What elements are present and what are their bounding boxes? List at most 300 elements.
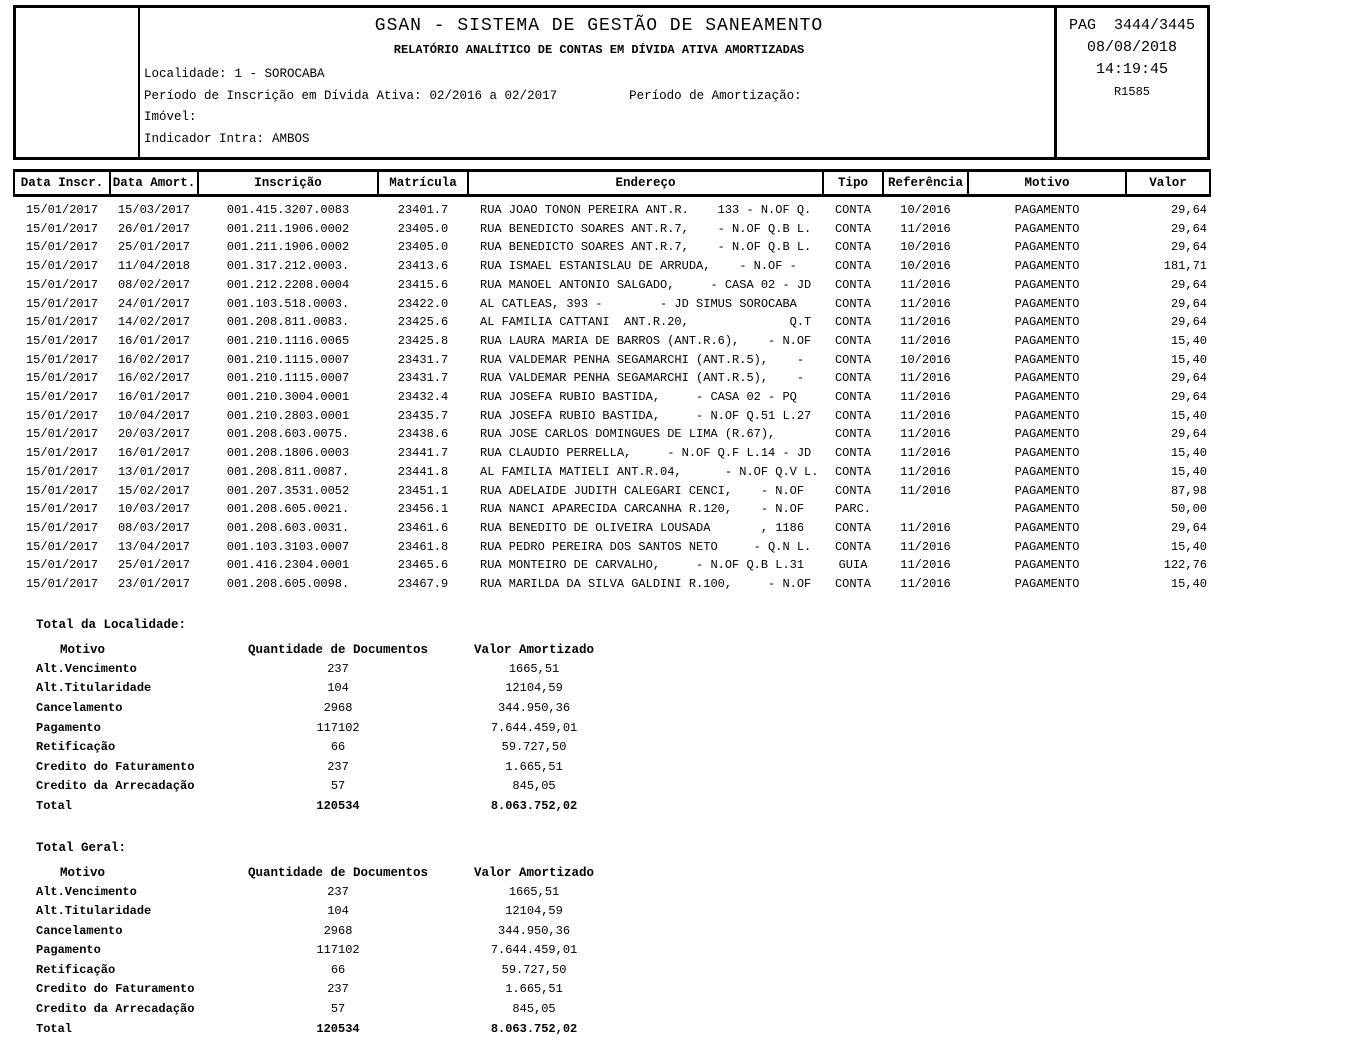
cell-motivo: PAGAMENTO [1014,502,1080,517]
cell-motivo: PAGAMENTO [1014,427,1080,442]
cell-data-inscr: 15/01/2017 [25,296,98,311]
cell-matricula: 23405.0 [397,221,449,236]
table-row [14,369,1210,388]
table-row [14,238,1210,257]
totals-geral-section [36,840,1366,1040]
table-row [14,220,1210,239]
cell-inscricao: 001.210.3004.0001 [226,390,350,405]
cell-inscricao: 001.210.1115.0007 [226,371,350,386]
table-row [14,295,1210,314]
cell-referencia: 11/2016 [900,221,951,236]
total-valor: 8.063.752,02 [490,1021,578,1036]
logo-area [16,8,140,157]
cell-tipo: CONTA [834,446,871,461]
cell-endereco: RUA MARILDA DA SILVA GALDINI R.100, - N.OF [480,577,812,592]
filter-localidade-label: Localidade: [144,67,227,81]
cell-matricula: 23461.8 [397,539,449,554]
cell-motivo: PAGAMENTO [1014,558,1080,573]
col-header-endereco: Endereço [468,171,823,196]
filter-periodo-inscricao-value: 02/2016 a 02/2017 [429,88,558,103]
col-header-data-amort: Data Amort. [110,171,198,196]
filter-periodos [144,86,1054,108]
cell-valor: 15,40 [1170,408,1207,423]
cell-matricula: 23415.6 [397,277,449,292]
cell-referencia [883,500,968,519]
totals-motivo: Pagamento [36,720,101,735]
cell-endereco: RUA VALDEMAR PENHA SEGAMARCHI (ANT.R.5), - [480,371,805,386]
cell-valor: 29,64 [1170,203,1207,217]
totals-valor: 12104,59 [505,681,563,696]
report-header-center [140,8,1054,157]
cell-endereco: RUA LAURA MARIA DE BARROS (ANT.R.6), - N.OF [480,333,812,348]
cell-tipo: CONTA [834,520,871,535]
totals-col-motivo: Motivo [60,642,106,657]
cell-inscricao: 001.207.3531.0052 [226,483,350,498]
cell-inscricao: 001.210.1115.0007 [226,352,350,367]
cell-valor: 29,64 [1170,315,1207,330]
table-row [14,196,1210,220]
totals-row [36,883,640,903]
cell-inscricao: 001.210.1116.0065 [226,333,350,348]
cell-inscricao: 001.211.1906.0002 [226,240,350,255]
cell-endereco: RUA MONTEIRO DE CARVALHO, - N.OF Q.B L.31 [480,558,805,573]
totals-col-motivo: Motivo [60,865,106,880]
filter-periodo-amortizacao-label: Período de Amortização: [629,88,802,103]
filter-imovel [144,107,1054,129]
totals-motivo: Alt.Vencimento [36,884,137,899]
cell-tipo: CONTA [834,408,871,423]
cell-data-inscr: 15/01/2017 [25,203,98,217]
cell-referencia: 11/2016 [900,446,951,461]
cell-tipo: CONTA [834,315,871,330]
cell-tipo: CONTA [834,539,871,554]
totals-valor: 59.727,50 [501,740,567,755]
col-header-tipo: Tipo [823,171,883,196]
filter-indicador-value: AMBOS [272,131,310,146]
cell-data-amort: 16/01/2017 [117,333,190,348]
cell-inscricao: 001.208.603.0075. [226,427,350,442]
cell-motivo: PAGAMENTO [1014,352,1080,367]
cell-motivo: PAGAMENTO [1014,371,1080,386]
totals-motivo: Alt.Titularidade [36,904,152,919]
cell-valor: 15,40 [1170,352,1207,367]
cell-tipo: CONTA [834,390,871,405]
totals-row [36,758,640,778]
totals-quantidade: 237 [327,884,349,899]
table-row [14,482,1210,501]
totals-geral-title: Total Geral: [36,840,127,855]
totals-geral-total-row [36,1020,640,1040]
totals-row [36,699,640,719]
cell-motivo: PAGAMENTO [1014,333,1080,348]
cell-matricula: 23431.7 [397,352,449,367]
totals-quantidade: 237 [327,982,349,997]
cell-data-inscr: 15/01/2017 [25,408,98,423]
cell-tipo: GUIA [838,558,868,573]
cell-inscricao: 001.208.811.0083. [226,315,350,330]
cell-motivo: PAGAMENTO [1014,259,1080,274]
cell-data-inscr: 15/01/2017 [25,539,98,554]
totals-valor: 12104,59 [505,904,563,919]
cell-motivo: PAGAMENTO [1014,221,1080,236]
filter-localidade [144,64,1054,86]
cell-motivo: PAGAMENTO [1014,577,1080,592]
cell-data-amort: 10/03/2017 [117,502,190,517]
totals-quantidade: 104 [327,904,349,919]
totals-valor: 344.950,36 [498,700,571,715]
cell-data-amort: 26/01/2017 [117,221,190,236]
cell-matricula: 23438.6 [397,427,449,442]
cell-motivo: PAGAMENTO [1014,464,1080,479]
totals-valor: 344.950,36 [498,923,571,938]
cell-inscricao: 001.212.2208.0004 [226,277,350,292]
cell-matricula: 23435.7 [397,408,449,423]
totals-motivo: Credito da Arrecadação [36,779,195,794]
cell-data-inscr: 15/01/2017 [25,446,98,461]
cell-referencia: 11/2016 [900,333,951,348]
cell-endereco: RUA ISMAEL ESTANISLAU DE ARRUDA, - N.OF - [480,259,797,274]
cell-motivo: PAGAMENTO [1014,390,1080,405]
filter-localidade-value: 1 - SOROCABA [234,67,325,81]
table-row [14,519,1210,538]
cell-inscricao: 001.415.3207.0083 [226,203,350,217]
cell-matricula: 23465.6 [397,558,449,573]
totals-row [36,980,640,1000]
cell-data-amort: 14/02/2017 [117,315,190,330]
cell-data-amort: 13/04/2017 [117,539,190,554]
report-date: 08/08/2018 [1086,39,1177,56]
cell-referencia: 11/2016 [900,315,951,330]
total-quantidade: 120534 [316,798,360,813]
table-row [14,388,1210,407]
table-row [14,444,1210,463]
cell-data-amort: 08/03/2017 [117,520,190,535]
table-row [14,313,1210,332]
totals-row [36,660,640,680]
cell-motivo: PAGAMENTO [1014,296,1080,311]
cell-valor: 29,64 [1170,277,1207,292]
total-valor: 8.063.752,02 [490,798,578,813]
cell-tipo: CONTA [834,371,871,386]
table-header-row [14,171,1210,196]
report-title: GSAN - SISTEMA DE GESTÃO DE SANEAMENTO [374,16,824,36]
total-label: Total [36,798,73,813]
totals-valor: 845,05 [512,779,556,794]
cell-data-inscr: 15/01/2017 [25,259,98,274]
totals-geral-table [36,863,640,1040]
cell-data-inscr: 15/01/2017 [25,483,98,498]
cell-matricula: 23425.6 [397,315,449,330]
cell-inscricao: 001.208.605.0098. [226,577,350,592]
cell-motivo: PAGAMENTO [1014,483,1080,498]
table-row [14,463,1210,482]
totals-quantidade: 117102 [316,720,360,735]
cell-inscricao: 001.210.2803.0001 [226,408,350,423]
col-header-referencia: Referência [883,171,968,196]
table-row [14,538,1210,557]
totals-row [36,738,640,758]
cell-endereco: RUA PEDRO PEREIRA DOS SANTOS NETO - Q.N L. [480,539,812,554]
cell-referencia: 11/2016 [900,390,951,405]
cell-data-inscr: 15/01/2017 [25,390,98,405]
totals-localidade-section [36,617,1366,817]
cell-data-amort: 15/02/2017 [117,483,190,498]
filter-indicador [144,129,1054,151]
cell-inscricao: 001.103.518.0003. [226,296,350,311]
totals-motivo: Cancelamento [36,923,123,938]
cell-matricula: 23405.0 [397,240,449,255]
cell-data-amort: 16/02/2017 [117,371,190,386]
cell-data-amort: 08/02/2017 [117,277,190,292]
cell-matricula: 23431.7 [397,371,449,386]
cell-referencia: 11/2016 [900,577,951,592]
cell-data-amort: 16/01/2017 [117,446,190,461]
totals-motivo: Credito do Faturamento [36,982,195,997]
totals-motivo: Retificação [36,962,116,977]
cell-tipo: CONTA [834,464,871,479]
cell-tipo: CONTA [834,352,871,367]
totals-quantidade: 237 [327,759,349,774]
cell-referencia: 10/2016 [900,240,951,255]
cell-referencia: 11/2016 [900,558,951,573]
cell-referencia: 11/2016 [900,520,951,535]
cell-endereco: RUA MANOEL ANTONIO SALGADO, - CASA 02 - JD [480,277,812,292]
table-row [14,351,1210,370]
totals-header-row [36,863,640,883]
cell-valor: 29,64 [1170,390,1207,405]
cell-tipo: CONTA [834,203,871,217]
cell-tipo: CONTA [834,240,871,255]
totals-localidade-total-row [36,797,640,817]
table-row [14,276,1210,295]
cell-tipo: CONTA [834,221,871,236]
cell-tipo: CONTA [834,483,871,498]
table-row [14,425,1210,444]
totals-motivo: Retificação [36,740,116,755]
col-header-motivo: Motivo [968,171,1126,196]
cell-matricula: 23401.7 [397,203,449,217]
cell-valor: 122,76 [1163,558,1207,573]
cell-motivo: PAGAMENTO [1014,315,1080,330]
cell-tipo: CONTA [834,427,871,442]
cell-endereco: RUA CLAUDIO PERRELLA, - N.OF Q.F L.14 - JD [480,446,812,461]
filter-indicador-label: Indicador Intra: [144,131,265,146]
cell-data-inscr: 15/01/2017 [25,333,98,348]
report-time: 14:19:45 [1095,61,1168,78]
col-header-inscricao: Inscrição [198,171,378,196]
totals-valor: 1.665,51 [505,759,563,774]
cell-inscricao: 001.211.1906.0002 [226,221,350,236]
cell-data-inscr: 15/01/2017 [25,520,98,535]
totals-quantidade: 66 [330,740,346,755]
totals-row [36,719,640,739]
cell-valor: 29,64 [1170,520,1207,535]
cell-matricula: 23451.1 [397,483,449,498]
table-row [14,500,1210,519]
cell-data-inscr: 15/01/2017 [25,221,98,236]
totals-row [36,922,640,942]
cell-valor: 29,64 [1170,296,1207,311]
cell-data-inscr: 15/01/2017 [25,427,98,442]
cell-data-amort: 15/03/2017 [117,203,190,217]
totals-quantidade: 2968 [323,923,353,938]
cell-tipo: PARC. [834,502,871,517]
totals-motivo: Cancelamento [36,700,123,715]
totals-quantidade: 57 [330,1002,346,1017]
cell-data-amort: 10/04/2017 [117,408,190,423]
totals-quantidade: 237 [327,661,349,676]
cell-endereco: AL CATLEAS, 393 - - JD SIMUS SOROCABA [480,296,797,311]
totals-localidade-table [36,640,640,817]
cell-tipo: CONTA [834,577,871,592]
totals-localidade-title: Total da Localidade: [36,617,187,632]
cell-tipo: CONTA [834,333,871,348]
cell-valor: 29,64 [1170,427,1207,442]
cell-referencia: 11/2016 [900,539,951,554]
cell-matricula: 23467.9 [397,577,449,592]
cell-endereco: RUA VALDEMAR PENHA SEGAMARCHI (ANT.R.5), - [480,352,805,367]
totals-valor: 1.665,51 [505,982,563,997]
filter-imovel-label: Imóvel: [144,110,197,124]
cell-motivo: PAGAMENTO [1014,520,1080,535]
totals-quantidade: 66 [330,962,346,977]
cell-inscricao: 001.317.212.0003. [226,259,350,274]
cell-referencia: 11/2016 [900,427,951,442]
cell-data-amort: 13/01/2017 [117,464,190,479]
totals-quantidade: 57 [330,779,346,794]
totals-col-valor: Valor Amortizado [474,642,595,657]
cell-valor: 15,40 [1170,446,1207,461]
cell-tipo: CONTA [834,296,871,311]
cell-motivo: PAGAMENTO [1014,408,1080,423]
cell-endereco: AL FAMILIA MATIELI ANT.R.04, - N.OF Q.V L. [480,464,819,479]
cell-valor: 29,64 [1170,221,1207,236]
totals-row [36,777,640,797]
totals-row [36,679,640,699]
totals-motivo: Credito do Faturamento [36,759,195,774]
cell-data-inscr: 15/01/2017 [25,315,98,330]
col-header-data-inscr: Data Inscr. [14,171,110,196]
totals-row [36,961,640,981]
table-row [14,556,1210,575]
totals-row [36,941,640,961]
table-row [14,575,1210,594]
cell-matricula: 23441.8 [397,464,449,479]
cell-data-inscr: 15/01/2017 [25,502,98,517]
cell-valor: 87,98 [1170,483,1207,498]
cell-tipo: CONTA [834,259,871,274]
cell-motivo: PAGAMENTO [1014,240,1080,255]
table-row [14,332,1210,351]
cell-data-amort: 25/01/2017 [117,240,190,255]
totals-motivo: Alt.Vencimento [36,661,137,676]
cell-matricula: 23456.1 [397,502,449,517]
cell-inscricao: 001.208.605.0021. [226,502,350,517]
cell-endereco: RUA NANCI APARECIDA CARCANHA R.120, - N.OF [480,502,805,517]
cell-valor: 15,40 [1170,464,1207,479]
table-row [14,407,1210,426]
report-header [13,5,1210,160]
cell-motivo: PAGAMENTO [1014,539,1080,554]
totals-valor: 7.644.459,01 [490,943,578,958]
cell-endereco: RUA BENEDICTO SOARES ANT.R.7, - N.OF Q.B L. [480,221,812,236]
cell-motivo: PAGAMENTO [1014,277,1080,292]
cell-data-amort: 25/01/2017 [117,558,190,573]
table-row [14,257,1210,276]
cell-data-amort: 24/01/2017 [117,296,190,311]
cell-data-inscr: 15/01/2017 [25,577,98,592]
totals-motivo: Credito da Arrecadação [36,1002,195,1017]
cell-referencia: 11/2016 [900,483,951,498]
total-label: Total [36,1021,73,1036]
cell-referencia: 11/2016 [900,408,951,423]
totals-col-quantidade: Quantidade de Documentos [248,642,429,657]
totals-col-quantidade: Quantidade de Documentos [248,865,429,880]
page-number: PAG 3444/3445 [1068,17,1196,34]
col-header-matricula: Matrícula [378,171,468,196]
cell-referencia: 11/2016 [900,277,951,292]
cell-endereco: RUA BENEDICTO SOARES ANT.R.7, - N.OF Q.B L. [480,240,812,255]
cell-valor: 15,40 [1170,333,1207,348]
cell-endereco: RUA JOSE CARLOS DOMINGUES DE LIMA (R.67), [480,427,776,442]
cell-matricula: 23422.0 [397,296,449,311]
cell-matricula: 23461.6 [397,520,449,535]
cell-data-amort: 23/01/2017 [117,577,190,592]
totals-quantidade: 2968 [323,700,353,715]
cell-referencia: 11/2016 [900,464,951,479]
cell-endereco: RUA JOSEFA RUBIO BASTIDA, - CASA 02 - PQ [480,390,797,405]
cell-data-amort: 16/02/2017 [117,352,190,367]
cell-valor: 15,40 [1170,577,1207,592]
filter-periodo-inscricao-label: Período de Inscrição em Dívida Ativa: [144,88,422,103]
cell-data-inscr: 15/01/2017 [25,240,98,255]
cell-data-inscr: 15/01/2017 [25,352,98,367]
total-quantidade: 120534 [316,1021,360,1036]
cell-data-amort: 20/03/2017 [117,427,190,442]
report-code: R1585 [1113,85,1150,99]
cell-endereco: RUA JOSEFA RUBIO BASTIDA, - N.OF Q.51 L.27 [480,408,812,423]
totals-valor: 845,05 [512,1002,556,1017]
cell-matricula: 23441.7 [397,446,449,461]
totals-row [36,902,640,922]
report-subtitle: RELATÓRIO ANALÍTICO DE CONTAS EM DÍVIDA ATIVA AMORTIZADAS [393,43,805,57]
cell-motivo: PAGAMENTO [1014,446,1080,461]
cell-inscricao: 001.208.811.0087. [226,464,350,479]
page-info-box [1054,8,1207,157]
totals-valor: 1665,51 [508,661,560,676]
cell-valor: 29,64 [1170,240,1207,255]
cell-inscricao: 001.103.3103.0007 [226,539,350,554]
cell-endereco: RUA ADELAIDE JUDITH CALEGARI CENCI, - N.OF [480,483,805,498]
totals-col-valor: Valor Amortizado [474,865,595,880]
cell-valor: 181,71 [1163,259,1207,274]
totals-row [36,1000,640,1020]
cell-data-amort: 11/04/2018 [117,259,190,274]
cell-inscricao: 001.208.1806.0003 [226,446,350,461]
cell-matricula: 23425.8 [397,333,449,348]
cell-referencia: 10/2016 [900,352,951,367]
cell-endereco: RUA BENEDITO DE OLIVEIRA LOUSADA , 1186 [480,520,805,535]
totals-header-row [36,640,640,660]
totals-motivo: Pagamento [36,943,101,958]
totals-valor: 59.727,50 [501,962,567,977]
cell-valor: 50,00 [1170,502,1207,517]
totals-valor: 1665,51 [508,884,560,899]
cell-data-inscr: 15/01/2017 [25,558,98,573]
totals-valor: 7.644.459,01 [490,720,578,735]
cell-motivo: PAGAMENTO [1014,203,1080,217]
cell-tipo: CONTA [834,277,871,292]
